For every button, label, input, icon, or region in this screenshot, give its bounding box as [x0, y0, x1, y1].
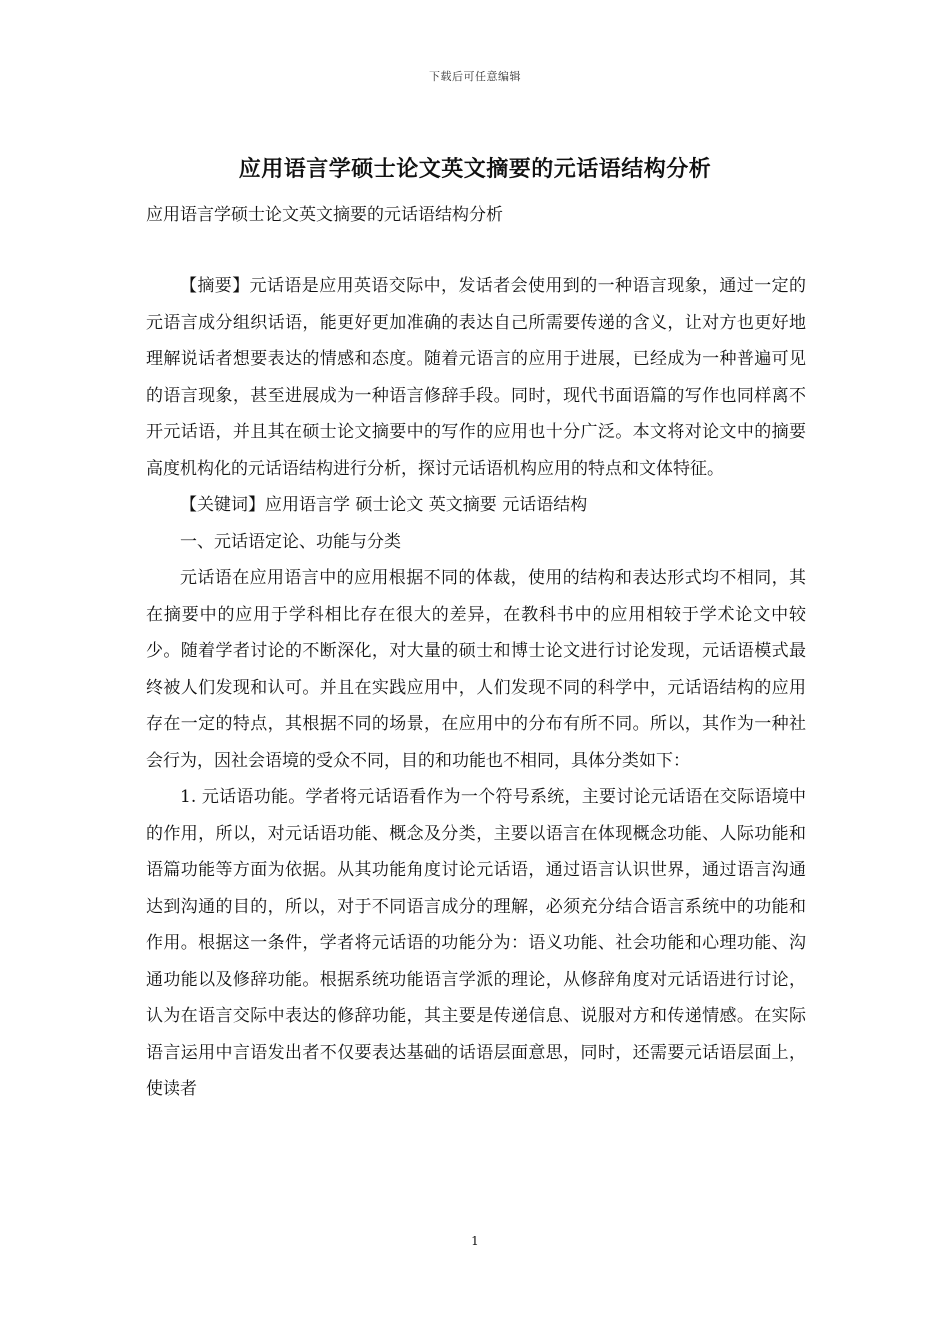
document-title: 应用语言学硕士论文英文摘要的元话语结构分析 — [238, 156, 712, 182]
abstract-paragraph: 【摘要】元话语是应用英语交际中，发话者会使用到的一种语言现象，通过一定的元语言成分组织话语，能更好更加准确的表达自己所需要传递的含义，让对方也更好地理解说话者想要表达的情感和态度。随着元语言的应用于进展，已经成为一种普遍可见的语言现象，甚至进展成为一种语言修辞手段。同时，现代书面语篇的写作也同样离不开元话语，并且其在硕士论文摘要中的写作的应用也十分广泛。本文将对论文中的摘要高度机构化的元话语结构进行分析，探讨元话语机构应用的特点和文体特征。 — [146, 276, 806, 479]
page-number: 1 — [471, 1234, 479, 1248]
page-header-note: 下载后可任意编辑 — [429, 70, 521, 83]
body-paragraph: 元话语在应用语言中的应用根据不同的体裁，使用的结构和表达形式均不相同，其在摘要中的应用于学科相比存在很大的差异，在教科书中的应用相较于学术论文中较少。随着学者讨论的不断深化，对大量的硕士和博士论文进行讨论发现，元话语模式最终被人们发现和认可。并且在实践应用中，人们发现不同的科学中，元话语结构的应用存在一定的特点，其根据不同的场景，在应用中的分布有所不同。所以，其作为一种社会行为，因社会语境的受众不同，目的和功能也不相同，具体分类如下： — [146, 568, 806, 771]
body-paragraph: 1. 元话语功能。学者将元话语看作为一个符号系统，主要讨论元话语在交际语境中的作用，所以，对元话语功能、概念及分类，主要以语言在体现概念功能、人际功能和语篇功能等方面为依据。从其功能角度讨论元话语，通过语言认识世界，通过语言沟通达到沟通的目的，所以，对于不同语言成分的理解，必须充分结合语言系统中的功能和作用。根据这一条件，学者将元话语的功能分为：语义功能、社会功能和心理功能、沟通功能以及修辞功能。根据系统功能语言学派的理论，从修辞角度对元话语进行讨论，认为在语言交际中表达的修辞功能，其主要是传递信息、说服对方和传递情感。在实际语言运用中言语发出者不仅要表达基础的话语层面意思，同时，还需要元话语层面上，使读者 — [146, 787, 806, 1099]
document-body — [146, 268, 806, 1108]
document-subtitle: 应用语言学硕士论文英文摘要的元话语结构分析 — [146, 205, 503, 225]
section-heading: 一、元话语定论、功能与分类 — [180, 531, 401, 552]
keywords-paragraph: 【关键词】应用语言学 硕士论文 英文摘要 元话语结构 — [180, 495, 588, 515]
